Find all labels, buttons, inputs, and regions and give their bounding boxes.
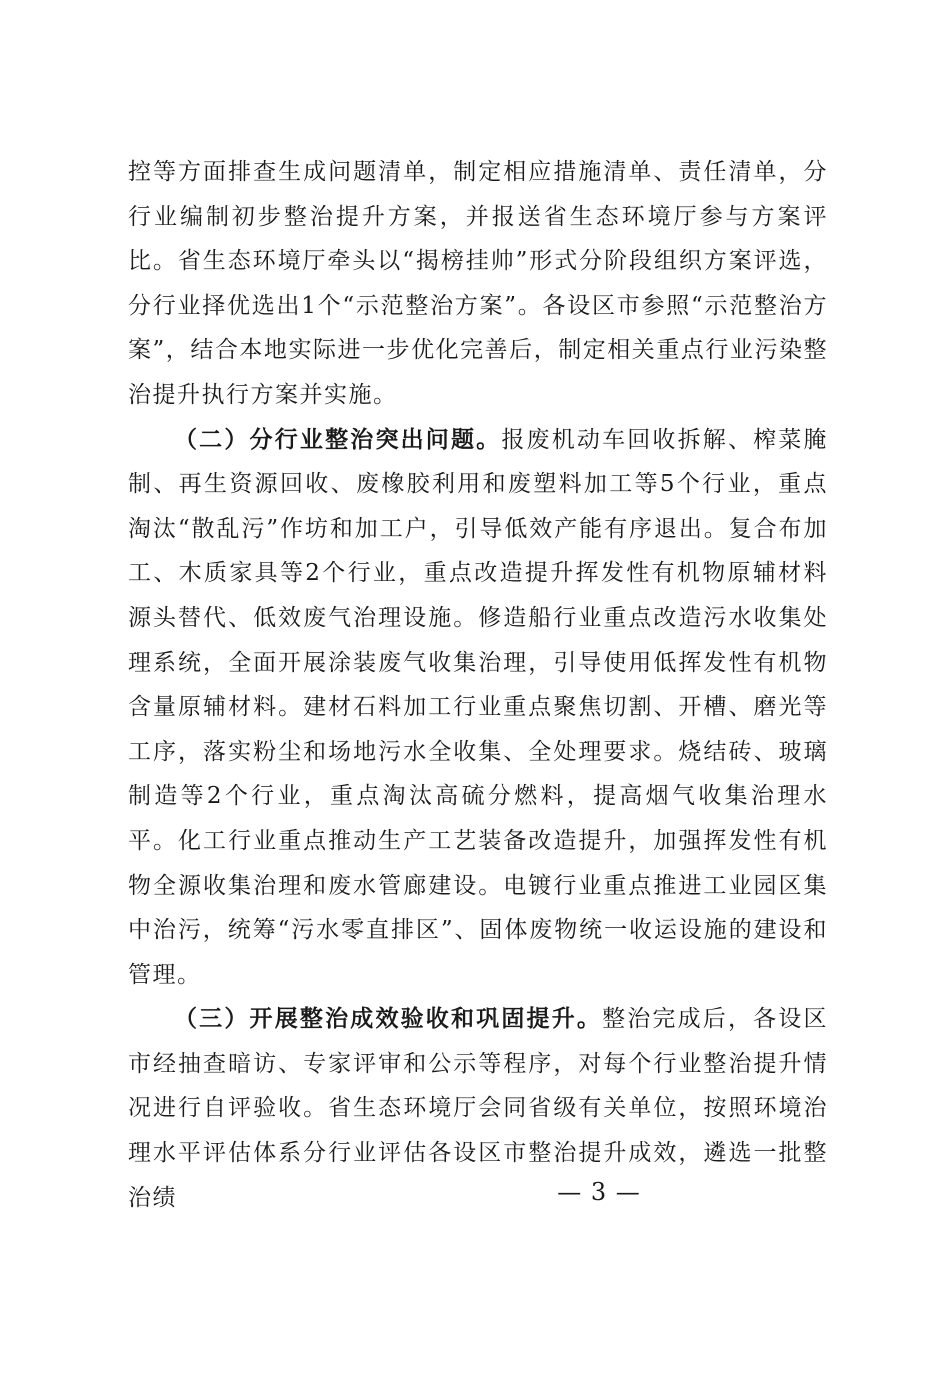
section-heading: （三）开展整治成效验收和巩固提升。 [174,1005,603,1033]
paragraph-continued [128,150,828,418]
paragraph-text: 报废机动车回收拆解、榨菜腌制、再生资源回收、废橡胶利用和废塑料加工等5个行业，重点淘汰“散乱污”作坊和加工户，引导低效产能有序退出。复合布加工、木质家具等2个行业，重点改造提升挥发性有机物原辅材料源头替代、低效废气治理设施。修造船行业重点改造污水收集处理系统，全面开展涂装废气收集治理，引导使用低挥发性有机物含量原辅材料。建材石料加工行业重点聚焦切割、开槽、磨光等工序，落实粉尘和场地污水全收集、全处理要求。烧结砖、玻璃制造等2个行业，重点淘汰高硫分燃料，提高烟气收集治理水平。化工行业重点推动生产工艺装备改造提升，加强挥发性有机物全源收集治理和废水管廊建设。电镀行业重点推进工业园区集中治污，统筹“污水零直排区”、固体废物统一收运设施的建设和管理。 [128,426,829,988]
body-text [128,150,828,1220]
paragraph-text: 整治完成后，各设区市经抽查暗访、专家评审和公示等程序，对每个行业整治提升情况进行自评验收。省生态环境厅会同省级有关单位，按照环境治理水平评估体系分行业评估各设区市整治提升成效，遴选一批整治绩 [128,1006,829,1211]
page-number [0,1176,950,1208]
paragraph-text: 控等方面排查生成问题清单，制定相应措施清单、责任清单，分行业编制初步整治提升方案，并报送省生态环境厅参与方案评比。省生态环境厅牵头以“揭榜挂帅”形式分阶段组织方案评选，分行业择优选出1个“示范整治方案”。各设区市参照“示范整治方案”，结合本地实际进一步优化完善后，制定相关重点行业污染整治提升执行方案并实施。 [128,159,828,408]
paragraph-section-2 [128,418,828,998]
page-number-text: — 3 — [557,1178,641,1206]
section-heading: （二）分行业整治突出问题。 [174,425,502,453]
